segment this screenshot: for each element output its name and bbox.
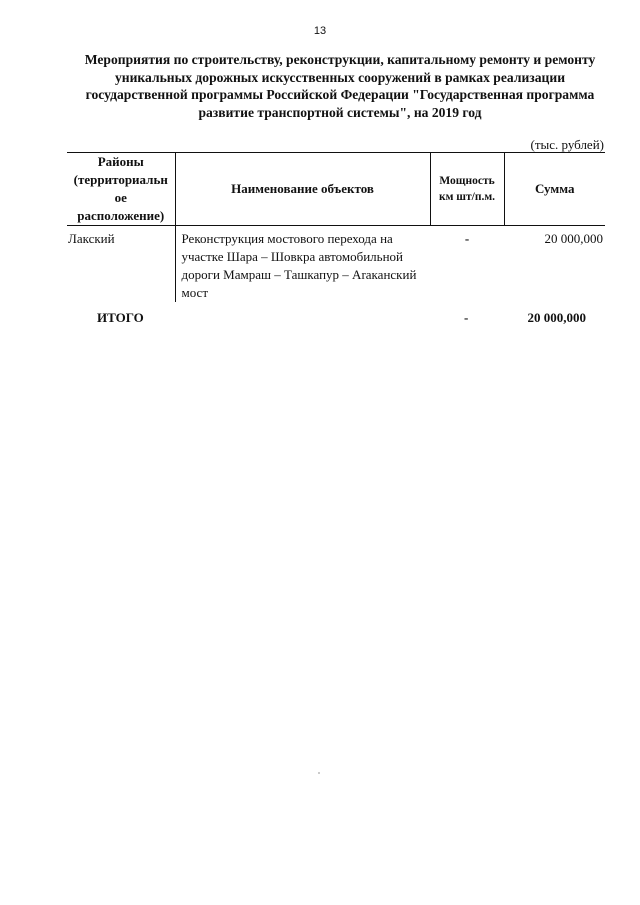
header-district-line: Районы <box>97 154 144 169</box>
header-sum: Сумма <box>504 153 605 226</box>
document-title <box>60 51 620 121</box>
total-sum: 20 000,000 <box>527 310 586 325</box>
header-name: Наименование объектов <box>175 153 430 226</box>
title-line: уникальных дорожных искусственных сооружений в рамках реализации <box>114 69 566 85</box>
units-note: (тыс. рублей) <box>530 137 604 152</box>
cell-object-name: Реконструкция мостового перехода на участке Шара – Шовкра автомобильной дороги Мамраш – Ташкапур – Araканский мост <box>175 226 430 303</box>
table-row <box>67 226 605 303</box>
page-number: 13 <box>313 25 327 37</box>
header-power-line: Мощность <box>439 175 495 187</box>
header-district-line: расположение) <box>77 208 165 223</box>
cell-sum: 20 000,000 <box>544 231 603 246</box>
header-district-line: ое <box>114 190 127 205</box>
cell-power: - <box>464 231 470 246</box>
table-header-row <box>67 153 605 226</box>
title-line: Мероприятия по строительству, реконструкции, капитальному ремонту и ремонту <box>84 52 596 67</box>
objects-table <box>67 152 605 302</box>
header-power <box>430 153 504 226</box>
header-district <box>67 153 175 226</box>
total-label: ИТОГО <box>97 310 144 325</box>
title-line: развитие транспортной системы", на 2019 год <box>198 104 482 120</box>
header-power-line: км шт/п.м. <box>438 191 496 203</box>
objects-table-area <box>67 152 605 302</box>
scan-speck <box>318 772 320 774</box>
total-power: - <box>464 310 469 325</box>
title-line: государственной программы Российской Федерации "Государственная программа <box>85 87 595 102</box>
cell-district: Лакский <box>68 231 115 246</box>
total-row <box>0 310 640 330</box>
header-district-line: (территориальн <box>73 172 168 187</box>
